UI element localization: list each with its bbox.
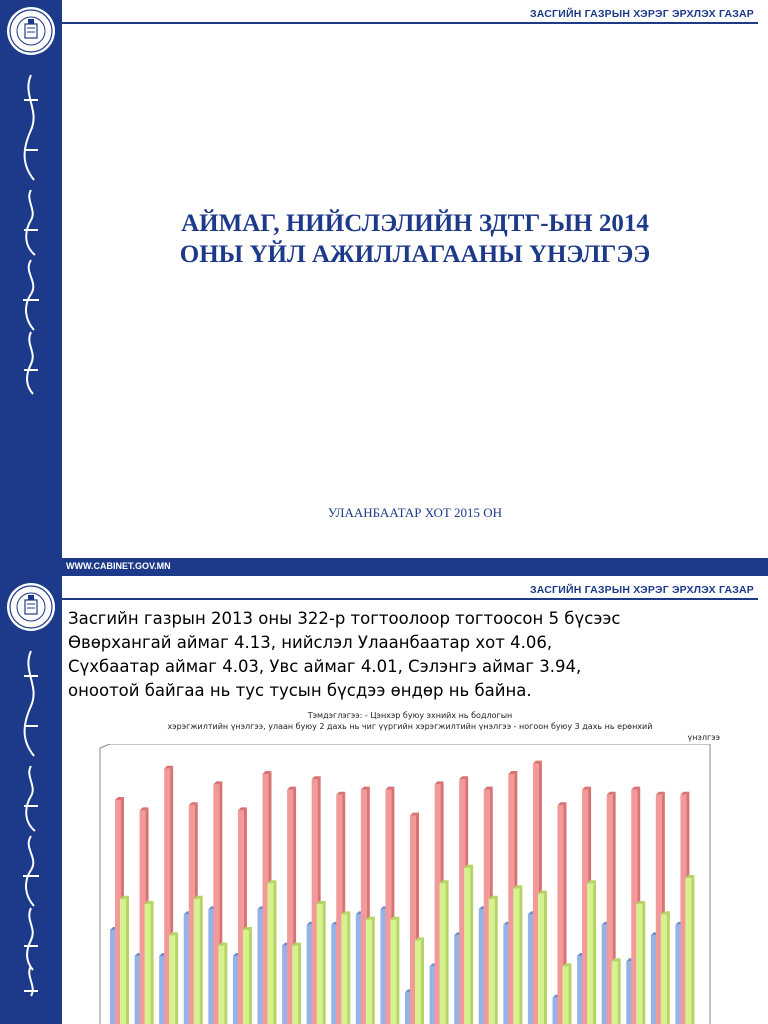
chart-bar xyxy=(612,958,621,1024)
chart-bar xyxy=(268,880,277,1024)
paragraph-line: Өвөрхангай аймаг 4.13, нийслэл Улаанбаатар хот 4.06, xyxy=(68,633,553,652)
chart-bar xyxy=(194,896,203,1024)
chart-bar xyxy=(341,911,350,1024)
title-line-1: АЙМАГ, НИЙСЛЭЛИЙН ЗДТГ-ЫН 2014 xyxy=(181,210,649,237)
chart-bar xyxy=(145,901,154,1024)
chart-bar xyxy=(390,917,399,1024)
paragraph-line: Сүхбаатар аймаг 4.03, Увс аймаг 4.01, Сэлэнгэ аймаг 3.94, xyxy=(68,657,582,676)
paragraph-line: оноотой байгаа нь тус тусын бүсдээ өндөр нь байна. xyxy=(68,681,532,700)
chart-bar xyxy=(587,880,596,1024)
paragraph-line: Засгийн газрын 2013 оны 322-р тогтоолоор тогтоосон 5 бүсээс xyxy=(68,609,621,628)
chart-bar xyxy=(513,885,522,1024)
emblem-logo xyxy=(6,6,56,56)
emblem-logo xyxy=(6,582,56,632)
chart-bar xyxy=(120,896,129,1024)
chart-bar xyxy=(292,943,301,1024)
chart-bar xyxy=(317,901,326,1024)
header-agency-name: ЗАСГИЙН ГАЗРЫН ХЭРЭГ ЭРХЛЭХ ГАЗАР xyxy=(529,584,754,596)
chart-bar xyxy=(243,927,252,1024)
chart-bar xyxy=(440,880,449,1024)
chart-bar xyxy=(218,943,227,1024)
chart-bar xyxy=(563,963,572,1024)
legend-line-1: Тэмдэглэгээ: - Цэнхэр буюу эхнийх нь бодлогын xyxy=(307,711,513,720)
city-year-label: УЛААНБААТАР ХОТ 2015 ОН xyxy=(327,505,503,520)
sidebar xyxy=(0,576,62,1024)
chart-bar xyxy=(538,891,547,1024)
summary-paragraph xyxy=(68,607,758,703)
sidebar xyxy=(0,0,62,576)
footer-bar xyxy=(0,558,768,576)
chart-legend xyxy=(100,710,720,743)
chart-bar xyxy=(415,937,424,1024)
chart-bar xyxy=(636,901,645,1024)
mongolian-script-icon xyxy=(14,70,48,400)
chart-bar xyxy=(685,875,694,1024)
footer-url-link[interactable]: WWW.CABINET.GOV.MN xyxy=(66,561,171,571)
header-rule xyxy=(62,22,758,24)
header-agency-name: ЗАСГИЙН ГАЗРЫН ХЭРЭГ ЭРХЛЭХ ГАЗАР xyxy=(529,8,754,20)
header-rule xyxy=(62,598,758,600)
chart-bar xyxy=(169,932,178,1024)
chart-bar xyxy=(366,917,375,1024)
legend-line-3: үнэлгээ xyxy=(687,733,720,742)
chart-slide xyxy=(0,576,768,1024)
mongolian-script-icon xyxy=(14,646,48,1016)
bar-chart xyxy=(96,744,716,1024)
legend-line-2: хэрэгжилтийн үнэлгээ, улаан буюу 2 дахь нь чиг үүргийн хэрэгжилтийн үнэлгээ - ногоон буюу 3 дахь нь ерөнхий xyxy=(167,722,653,731)
title-line-2: ОНЫ ҮЙЛ АЖИЛЛАГААНЫ ҮНЭЛГЭЭ xyxy=(179,241,651,268)
chart-bar xyxy=(661,911,670,1024)
chart-bar xyxy=(489,896,498,1024)
chart-bar xyxy=(464,865,473,1024)
page-title xyxy=(62,208,768,270)
